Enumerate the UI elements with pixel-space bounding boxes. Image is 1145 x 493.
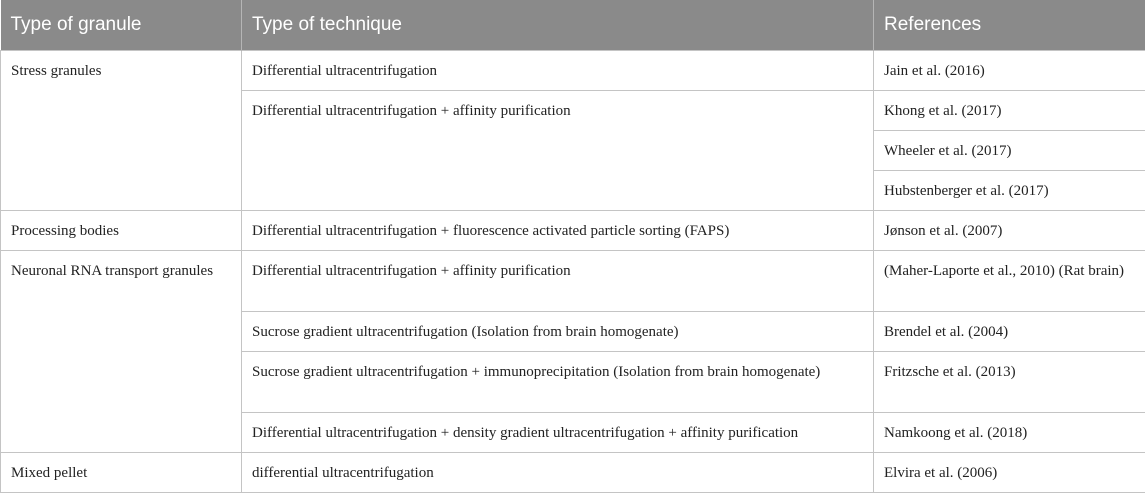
header-granule: Type of granule [1,0,242,50]
table-row [1,210,1145,250]
reference-cell: Brendel et al. (2004) [874,311,1145,351]
reference-cell: Wheeler et al. (2017) [874,130,1145,170]
header-row [1,0,1145,50]
technique-cell: Differential ultracentrifugation [242,50,874,90]
reference-cell: Khong et al. (2017) [874,90,1145,130]
header-references: References [874,0,1145,50]
reference-cell: Jønson et al. (2007) [874,210,1145,250]
granule-cell: Mixed pellet [1,452,242,492]
table-row [1,50,1145,90]
technique-cell: Sucrose gradient ultracentrifugation + immunoprecipitation (Isolation from brain homogenate) [242,351,874,412]
reference-cell: Namkoong et al. (2018) [874,412,1145,452]
table-row [1,452,1145,492]
header-technique: Type of technique [242,0,874,50]
reference-cell: Hubstenberger et al. (2017) [874,170,1145,210]
technique-cell: Differential ultracentrifugation + affinity purification [242,250,874,311]
reference-cell: Jain et al. (2016) [874,50,1145,90]
reference-cell: Fritzsche et al. (2013) [874,351,1145,412]
reference-cell: Elvira et al. (2006) [874,452,1145,492]
granule-cell: Stress granules [1,50,242,210]
granule-cell: Neuronal RNA transport granules [1,250,242,452]
table-body [1,50,1145,492]
technique-cell: Differential ultracentrifugation + affinity purification [242,90,874,210]
table-row [1,250,1145,311]
technique-cell: Differential ultracentrifugation + fluorescence activated particle sorting (FAPS) [242,210,874,250]
technique-cell: differential ultracentrifugation [242,452,874,492]
table-header [1,0,1145,50]
granule-cell: Processing bodies [1,210,242,250]
technique-cell: Differential ultracentrifugation + density gradient ultracentrifugation + affinity purification [242,412,874,452]
technique-cell: Sucrose gradient ultracentrifugation (Isolation from brain homogenate) [242,311,874,351]
reference-cell: (Maher-Laporte et al., 2010) (Rat brain) [874,250,1145,311]
